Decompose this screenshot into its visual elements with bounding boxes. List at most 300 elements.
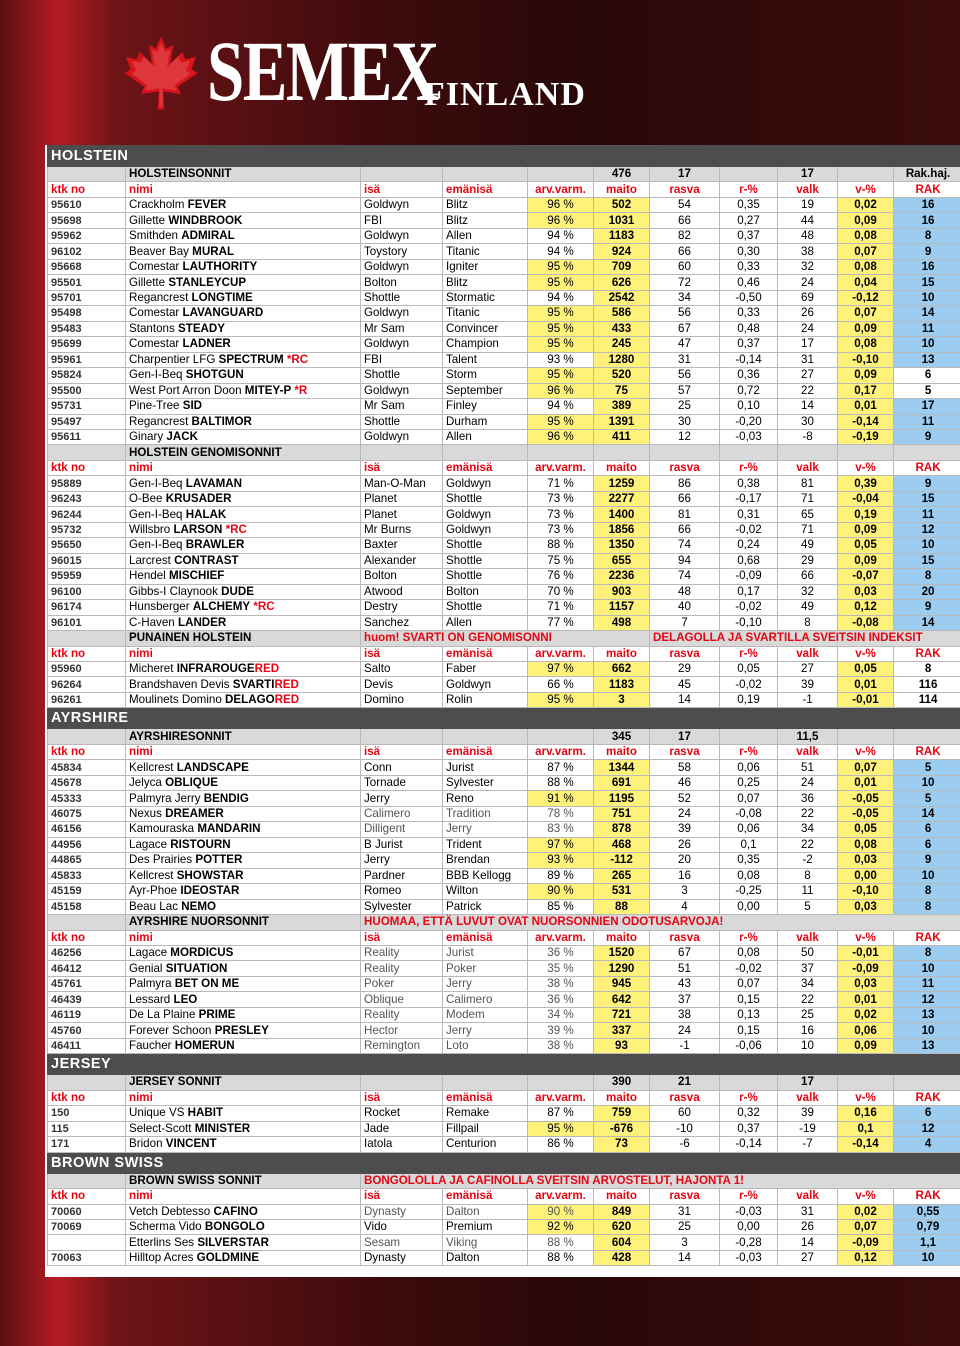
group-spacer [48, 1173, 126, 1188]
row-fat: 86 [650, 476, 720, 491]
row-fat: 74 [650, 538, 720, 553]
row-id: 171 [48, 1137, 126, 1152]
row-fat-pct: -0,08 [720, 806, 778, 821]
column-header-row [48, 1189, 960, 1204]
row-sire: Poker [361, 976, 443, 991]
row-fat-pct: 0,07 [720, 791, 778, 806]
protein-header: valk [778, 182, 838, 197]
milk-header: maito [594, 930, 650, 945]
row-protein-pct: 0,08 [838, 837, 894, 852]
row-reliability: 93 % [528, 853, 594, 868]
bull-name: BET ON ME [174, 977, 240, 991]
row-protein-pct: 0,08 [838, 259, 894, 274]
ktk-no-header: ktk no [48, 930, 126, 945]
row-rank: 5 [894, 383, 960, 398]
row-rank: 11 [894, 976, 960, 991]
row-sire: Conn [361, 760, 443, 775]
group-empty [720, 167, 778, 182]
row-rank: 12 [894, 992, 960, 1007]
row-dam-sire: Rolin [443, 692, 528, 707]
row-id: 95732 [48, 522, 126, 537]
table-row [48, 1220, 960, 1235]
row-reliability: 90 % [528, 1204, 594, 1219]
row-milk: 620 [594, 1220, 650, 1235]
bull-name: ALCHEMY [192, 600, 251, 614]
maple-leaf-icon [122, 35, 200, 111]
table-row [48, 1038, 960, 1053]
row-id: 95889 [48, 476, 126, 491]
row-fat: 66 [650, 213, 720, 228]
row-protein: 24 [778, 275, 838, 290]
row-rank: 16 [894, 259, 960, 274]
group-empty [361, 729, 443, 744]
bull-name: STANLEYCUP [168, 275, 247, 289]
row-rank: 10 [894, 337, 960, 352]
row-bull-name [126, 961, 361, 976]
row-protein: 34 [778, 976, 838, 991]
name-header: nimi [126, 930, 361, 945]
row-bull-name [126, 584, 361, 599]
bull-name: SHOWSTAR [176, 868, 244, 882]
table-row [48, 476, 960, 491]
row-protein: 14 [778, 399, 838, 414]
dam-sire-header: emänisä [443, 646, 528, 661]
row-milk: 849 [594, 1204, 650, 1219]
row-id: 95960 [48, 662, 126, 677]
table-row [48, 945, 960, 960]
row-fat: 66 [650, 244, 720, 259]
row-fat: 31 [650, 352, 720, 367]
bull-farm: Gen-I-Beq [129, 476, 183, 490]
row-protein: 38 [778, 244, 838, 259]
row-milk: 337 [594, 1023, 650, 1038]
row-milk: 1183 [594, 228, 650, 243]
row-milk: 265 [594, 868, 650, 883]
row-dam-sire: Blitz [443, 197, 528, 212]
fat-pct-header: r-% [720, 1189, 778, 1204]
row-rank: 5 [894, 760, 960, 775]
bull-name: LAUTHORITY [182, 260, 258, 274]
row-protein-pct: -0,14 [838, 414, 894, 429]
row-reliability: 96 % [528, 213, 594, 228]
row-fat: 58 [650, 760, 720, 775]
row-protein: 11 [778, 884, 838, 899]
summary-milk: 390 [594, 1075, 650, 1090]
row-protein-pct: 0,03 [838, 899, 894, 914]
row-dam-sire: Finley [443, 399, 528, 414]
fat-pct-header: r-% [720, 182, 778, 197]
sire-header: isä [361, 930, 443, 945]
bull-name: BRAWLER [185, 538, 245, 552]
row-dam-sire: Stormatic [443, 290, 528, 305]
table-row [48, 522, 960, 537]
row-fat-pct: 0,30 [720, 244, 778, 259]
bull-farm: Hendel [129, 569, 166, 583]
row-dam-sire: Dalton [443, 1204, 528, 1219]
row-bull-name [126, 553, 361, 568]
row-fat-pct: -0,03 [720, 1250, 778, 1265]
table-row [48, 228, 960, 243]
protein-pct-header: v-% [838, 744, 894, 759]
bull-name: SPECTRUM [218, 352, 284, 366]
group-empty [838, 729, 894, 744]
row-rank: 10 [894, 1023, 960, 1038]
table-row [48, 352, 960, 367]
table-row [48, 321, 960, 336]
row-fat-pct: 0,32 [720, 1106, 778, 1121]
row-id: 46156 [48, 822, 126, 837]
table-row [48, 368, 960, 383]
table-row [48, 899, 960, 914]
row-sire: Jade [361, 1121, 443, 1136]
row-fat-pct: 0,37 [720, 1121, 778, 1136]
row-sire: Goldwyn [361, 383, 443, 398]
row-fat: 34 [650, 290, 720, 305]
table-row [48, 584, 960, 599]
bull-name: FEVER [187, 198, 227, 212]
summary-fat: 17 [650, 729, 720, 744]
row-id: 96174 [48, 600, 126, 615]
table-row [48, 1250, 960, 1265]
table-row [48, 399, 960, 414]
row-id: 95961 [48, 352, 126, 367]
row-rank: 12 [894, 522, 960, 537]
row-id: 96244 [48, 507, 126, 522]
summary-extra [894, 445, 960, 460]
table-row [48, 992, 960, 1007]
row-dam-sire: Viking [443, 1235, 528, 1250]
row-sire: Goldwyn [361, 228, 443, 243]
group-title: HOLSTEINSONNIT [126, 167, 361, 182]
bull-name: INFRAROUGE [176, 662, 255, 676]
row-reliability: 88 % [528, 538, 594, 553]
row-protein-pct: 0,09 [838, 553, 894, 568]
protein-header: valk [778, 460, 838, 475]
row-rank: 8 [894, 569, 960, 584]
row-id: 96261 [48, 692, 126, 707]
protein-pct-header: v-% [838, 460, 894, 475]
bull-farm: Nexus [129, 806, 162, 820]
row-protein-pct: 0,08 [838, 337, 894, 352]
sire-header: isä [361, 646, 443, 661]
sire-header: isä [361, 460, 443, 475]
row-fat: 20 [650, 853, 720, 868]
reliability-header: arv.varm. [528, 1189, 594, 1204]
row-dam-sire: Trident [443, 837, 528, 852]
row-protein: 10 [778, 1038, 838, 1053]
row-reliability: 93 % [528, 352, 594, 367]
row-fat: 14 [650, 692, 720, 707]
row-id: 95483 [48, 321, 126, 336]
row-fat-pct: 0,35 [720, 197, 778, 212]
sire-header: isä [361, 1189, 443, 1204]
table-row [48, 853, 960, 868]
table-row [48, 837, 960, 852]
rank-header: RAK [894, 744, 960, 759]
row-bull-name [126, 775, 361, 790]
protein-pct-header: v-% [838, 1189, 894, 1204]
bull-farm: Beaver Bay [129, 244, 189, 258]
row-dam-sire: Fillpail [443, 1121, 528, 1136]
row-protein: 50 [778, 945, 838, 960]
row-dam-sire: Goldwyn [443, 677, 528, 692]
row-fat: -6 [650, 1137, 720, 1152]
row-fat-pct: 0,00 [720, 899, 778, 914]
row-rank: 10 [894, 775, 960, 790]
summary-extra [894, 729, 960, 744]
row-fat-pct: 0,27 [720, 213, 778, 228]
row-milk: 389 [594, 399, 650, 414]
row-fat-pct: 0,72 [720, 383, 778, 398]
row-dam-sire: Shottle [443, 569, 528, 584]
row-bull-name [126, 491, 361, 506]
bull-name: HABIT [187, 1106, 224, 1120]
bull-farm: Ayr-Phoe [129, 884, 178, 898]
row-rank: 5 [894, 791, 960, 806]
bull-farm: Gen-I-Beq [129, 368, 183, 382]
bull-farm: Comestar [129, 260, 180, 274]
table-row [48, 259, 960, 274]
row-protein: -19 [778, 1121, 838, 1136]
row-bull-name [126, 806, 361, 821]
row-dam-sire: Jerry [443, 822, 528, 837]
row-milk: -112 [594, 853, 650, 868]
bull-name: BALTIMOR [191, 414, 252, 428]
row-rank: 9 [894, 476, 960, 491]
row-bull-name [126, 662, 361, 677]
table-row [48, 1007, 960, 1022]
row-dam-sire: Blitz [443, 275, 528, 290]
row-protein: 69 [778, 290, 838, 305]
row-fat: 72 [650, 275, 720, 290]
row-fat-pct: 0,1 [720, 837, 778, 852]
bull-name: LEO [173, 992, 198, 1006]
row-reliability: 91 % [528, 791, 594, 806]
row-id: 45159 [48, 884, 126, 899]
row-bull-name [126, 760, 361, 775]
row-protein: -7 [778, 1137, 838, 1152]
row-fat-pct: 0,36 [720, 368, 778, 383]
row-protein-pct: -0,04 [838, 491, 894, 506]
row-reliability: 96 % [528, 383, 594, 398]
row-rank: 114 [894, 692, 960, 707]
row-fat-pct: 0,08 [720, 945, 778, 960]
row-fat: 74 [650, 569, 720, 584]
row-protein: 37 [778, 961, 838, 976]
row-sire: Mr Sam [361, 321, 443, 336]
row-fat: 60 [650, 259, 720, 274]
bull-name: HALAK [185, 507, 227, 521]
table-row [48, 1121, 960, 1136]
row-sire: FBI [361, 213, 443, 228]
row-id: 115 [48, 1121, 126, 1136]
row-fat: 52 [650, 791, 720, 806]
bull-farm: Scherma Vido [129, 1220, 202, 1234]
row-milk: 642 [594, 992, 650, 1007]
row-fat: 24 [650, 1023, 720, 1038]
row-dam-sire: Shottle [443, 491, 528, 506]
group-empty [443, 445, 528, 460]
milk-header: maito [594, 182, 650, 197]
row-milk: 73 [594, 1137, 650, 1152]
group-empty [361, 445, 443, 460]
bull-name: MORDICUS [170, 946, 234, 960]
row-protein-pct: -0,05 [838, 791, 894, 806]
row-reliability: 86 % [528, 1137, 594, 1152]
row-sire: Tornade [361, 775, 443, 790]
fat-header: rasva [650, 1189, 720, 1204]
bull-farm: O-Bee [129, 492, 163, 506]
group-title: BROWN SWISS SONNIT [126, 1173, 361, 1188]
row-bull-name [126, 569, 361, 584]
row-dam-sire: Premium [443, 1220, 528, 1235]
row-protein: 39 [778, 677, 838, 692]
group-title-row [48, 915, 960, 930]
group-notice-2: DELAGOLLA JA SVARTILLA SVEITSIN INDEKSIT [650, 631, 960, 646]
group-spacer [48, 1075, 126, 1090]
row-reliability: 95 % [528, 337, 594, 352]
row-reliability: 96 % [528, 429, 594, 444]
row-reliability: 71 % [528, 476, 594, 491]
row-bull-name [126, 507, 361, 522]
row-fat-pct: -0,25 [720, 884, 778, 899]
row-milk: -676 [594, 1121, 650, 1136]
row-bull-name [126, 791, 361, 806]
row-bull-name [126, 1121, 361, 1136]
row-rank: 9 [894, 853, 960, 868]
milk-header: maito [594, 744, 650, 759]
row-fat-pct: 0,07 [720, 976, 778, 991]
row-reliability: 38 % [528, 1038, 594, 1053]
row-milk: 878 [594, 822, 650, 837]
row-protein: 22 [778, 837, 838, 852]
bull-tag: *RC [225, 523, 247, 537]
row-id: 96243 [48, 491, 126, 506]
row-reliability: 87 % [528, 760, 594, 775]
row-rank: 13 [894, 352, 960, 367]
dam-sire-header: emänisä [443, 1090, 528, 1105]
row-id: 46075 [48, 806, 126, 821]
bull-farm: Kamouraska [129, 822, 195, 836]
row-dam-sire: Jurist [443, 760, 528, 775]
row-fat: 43 [650, 976, 720, 991]
row-fat: 25 [650, 399, 720, 414]
row-reliability: 95 % [528, 321, 594, 336]
row-rank: 8 [894, 228, 960, 243]
group-title: HOLSTEIN GENOMISONNIT [126, 445, 361, 460]
ktk-no-header: ktk no [48, 460, 126, 475]
bull-farm: Willsbro [129, 523, 171, 537]
bull-tag: *RC [253, 600, 275, 614]
row-bull-name [126, 945, 361, 960]
row-id: 46119 [48, 1007, 126, 1022]
group-empty [720, 729, 778, 744]
bull-farm: Kellcrest [129, 868, 174, 882]
bull-name: CONTRAST [174, 553, 239, 567]
row-rank: 20 [894, 584, 960, 599]
row-bull-name [126, 321, 361, 336]
name-header: nimi [126, 1189, 361, 1204]
row-bull-name [126, 1023, 361, 1038]
row-dam-sire: Brendan [443, 853, 528, 868]
row-protein-pct: -0,10 [838, 884, 894, 899]
table-row [48, 1106, 960, 1121]
summary-protein: 11,5 [778, 729, 838, 744]
row-protein: 49 [778, 600, 838, 615]
row-protein-pct: 0,01 [838, 775, 894, 790]
bull-farm: Hunsberger [129, 600, 190, 614]
section-title-row [48, 1152, 960, 1173]
row-rank: 6 [894, 822, 960, 837]
group-title: PUNAINEN HOLSTEIN [126, 631, 361, 646]
row-sire: Calimero [361, 806, 443, 821]
summary-milk: 476 [594, 167, 650, 182]
summary-milk [594, 445, 650, 460]
fat-header: rasva [650, 182, 720, 197]
bull-farm: Faucher [129, 1039, 172, 1053]
row-protein: 24 [778, 775, 838, 790]
table-row [48, 822, 960, 837]
group-title-row [48, 1173, 960, 1188]
row-protein: 48 [778, 228, 838, 243]
row-id: 45761 [48, 976, 126, 991]
row-fat-pct: 0,48 [720, 321, 778, 336]
row-protein: 81 [778, 476, 838, 491]
row-dam-sire: Wilton [443, 884, 528, 899]
summary-fat: 21 [650, 1075, 720, 1090]
row-reliability: 89 % [528, 868, 594, 883]
name-header: nimi [126, 182, 361, 197]
bull-farm: Jelyca [129, 776, 162, 790]
row-reliability: 36 % [528, 992, 594, 1007]
row-bull-name [126, 306, 361, 321]
row-milk: 1856 [594, 522, 650, 537]
row-fat-pct: -0,14 [720, 1137, 778, 1152]
row-reliability: 88 % [528, 775, 594, 790]
row-rank: 10 [894, 868, 960, 883]
bull-name: WINDBROOK [168, 213, 243, 227]
protein-header: valk [778, 744, 838, 759]
row-protein: 39 [778, 1106, 838, 1121]
row-sire: Bolton [361, 275, 443, 290]
row-reliability: 83 % [528, 822, 594, 837]
reliability-header: arv.varm. [528, 930, 594, 945]
row-id: 95699 [48, 337, 126, 352]
row-sire: Goldwyn [361, 197, 443, 212]
protein-pct-header: v-% [838, 182, 894, 197]
table-row [48, 290, 960, 305]
row-rank: 8 [894, 945, 960, 960]
row-fat: 46 [650, 775, 720, 790]
group-title: AYRSHIRESONNIT [126, 729, 361, 744]
row-milk: 1290 [594, 961, 650, 976]
row-milk: 759 [594, 1106, 650, 1121]
protein-pct-header: v-% [838, 1090, 894, 1105]
group-spacer [48, 729, 126, 744]
row-protein: 32 [778, 259, 838, 274]
sire-header: isä [361, 744, 443, 759]
row-reliability: 75 % [528, 553, 594, 568]
row-id: 95650 [48, 538, 126, 553]
row-id: 95501 [48, 275, 126, 290]
row-fat: 39 [650, 822, 720, 837]
row-fat: -10 [650, 1121, 720, 1136]
row-reliability: 95 % [528, 1121, 594, 1136]
row-dam-sire: Shottle [443, 538, 528, 553]
row-dam-sire: Talent [443, 352, 528, 367]
bull-farm: Comestar [129, 306, 180, 320]
bull-farm: Etterlins Ses [129, 1235, 195, 1249]
